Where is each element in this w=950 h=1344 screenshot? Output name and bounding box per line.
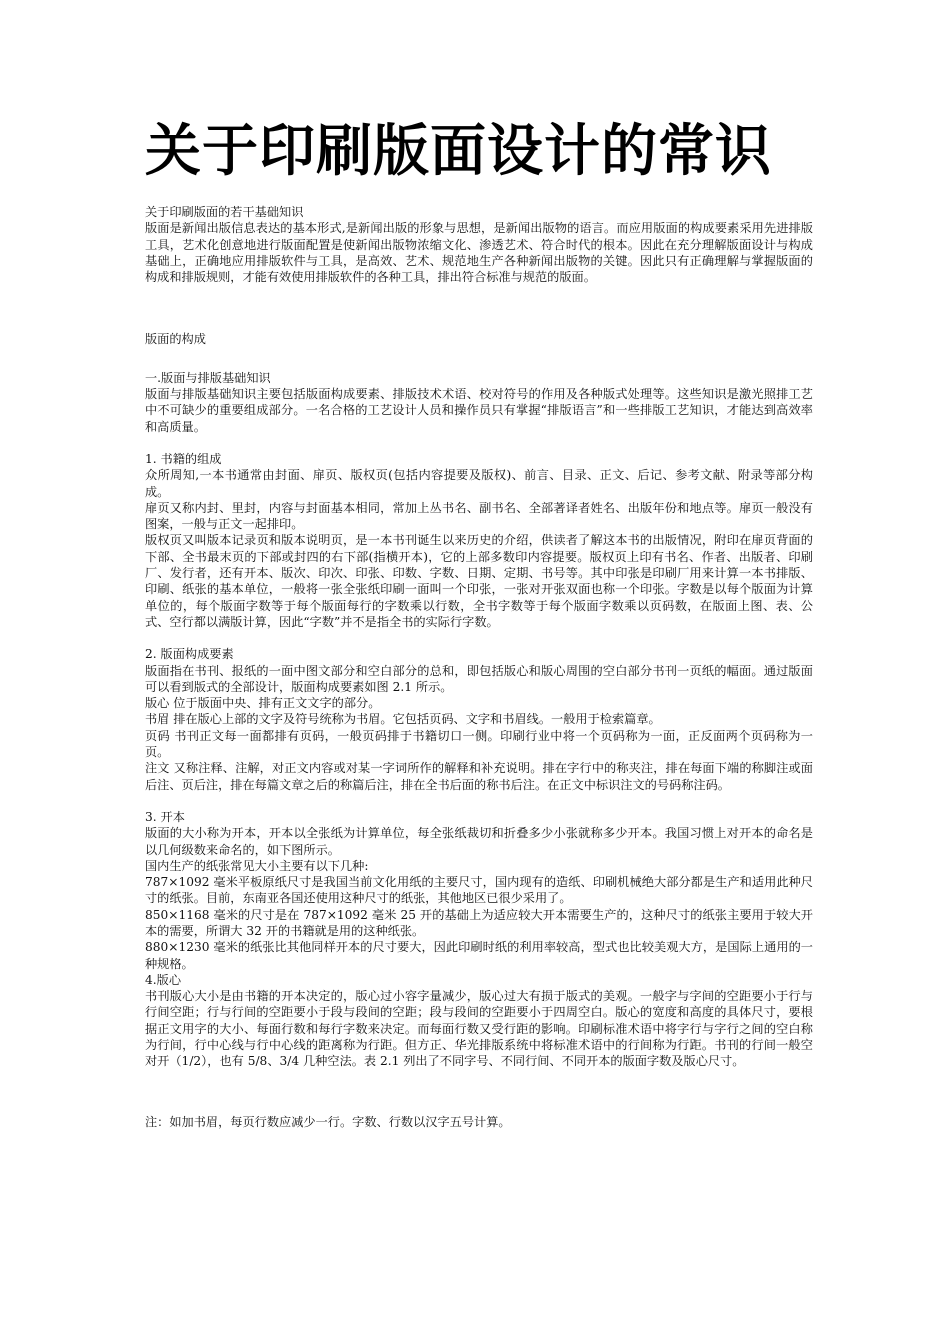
s2-paragraph-1: 版面指在书刊、报纸的一面中图文部分和空白部分的总和，即包括版心和版心周围的空白部分书刊一页纸的幅面。通过版面可以看到版式的全部设计，版面构成要素如图 2.1 所示。 [145, 663, 813, 694]
s1-paragraph-2: 扉页又称内封、里封，内容与封面基本相同，常加上丛书名、副书名、全部著译者姓名、出版年份和地点等。扉页一般没有图案，一般与正文一起排印。 [145, 500, 813, 532]
s3-paragraph-3: 787×1092 毫米平板原纸尺寸是我国当前文化用纸的主要尺寸，国内现有的造纸、印刷机械绝大部分都是生产和适用此种尺寸的纸张。目前，东南亚各国还使用这种尺寸的纸张，其他地区已很少采用了。 [145, 875, 813, 906]
spacer [145, 793, 813, 809]
spacer [145, 285, 813, 331]
section-heading: 版面的构成 [145, 332, 206, 347]
s3-paragraph-2: 国内生产的纸张常见大小主要有以下几种: [145, 858, 369, 873]
spacer [145, 1070, 813, 1114]
s1-heading: 1. 书籍的组成 [145, 451, 222, 466]
s2-paragraph-5: 注文 又称注释、注解，对正文内容或对某一字词所作的解释和补充说明。排在字行中的称夹注，排在每面下端的称脚注或面后注、页后注，排在每篇文章之后的称篇后注，排在全书后面的称书后注。在正文中标识注文的号码称注码。 [145, 761, 813, 792]
s2-paragraph-4: 页码 书刊正文每一面都排有页码，一般页码排于书籍切口一侧。印刷行业中将一个页码称为一面，正反面两个页码称为一页。 [145, 728, 813, 760]
s1-paragraph-1: 众所周知,一本书通常由封面、扉页、版权页(包括内容提要及版权)、前言、目录、正文、后记、参考文献、附录等部分构成。 [145, 468, 813, 499]
s3-paragraph-4: 850×1168 毫米的尺寸是在 787×1092 毫米 25 开的基础上为适应较大开本需要生产的，这种尺寸的纸张主要用于较大开本的需要，所谓大 32 开的书籍就是用的这种纸张。 [145, 907, 813, 938]
part1-heading: 一.版面与排版基础知识 [145, 370, 271, 385]
s2-paragraph-3: 书眉 排在版心上部的文字及符号统称为书眉。它包括页码、文字和书眉线。一般用于检索篇章。 [145, 712, 661, 727]
intro-paragraph: 版面是新闻出版信息表达的基本形式,是新闻出版的形象与思想，是新闻出版物的语言。而应用版面的构成要素采用先进排版工具，艺术化创意地进行版面配置是使新闻出版物浓缩文化、渗透艺术、符合时代的根本。因此在充分理解版面设计与构成基础上，正确地应用排版软件与工具，是高效、艺术、规范地生产各种新闻出版物的关键。因此只有正确理解与掌握版面的构成和排版规则，才能有效使用排版软件的各种工具，排出符合标准与规范的版面。 [145, 221, 813, 285]
spacer [145, 348, 813, 370]
s4-paragraph-1: 书刊版心大小是由书籍的开本决定的，版心过小容字量减少，版心过大有损于版式的美观。一般字与字间的空距要小于行与行间空距；行与行间的空距要小于段与段间的空距；段与段间的空距要小于四周空白。版心的宽度和高度的具体尺寸，要根据正文用字的大小、每面行数和每行字数来决定。而每面行数又受行距的影响。印刷标准术语中将字行与字行之间的空白称为行间，行中心线与行中心线的距离称为行距。但方正、华光排版系统中将标准术语中的行间称为行距。书刊的行间一般空对开（1/2），也有 5/8、3/4 几种空法。表 2.1 列出了不同字号、不同行间、不同开本的版面字数及版心尺寸。 [145, 989, 813, 1069]
part1-paragraph: 版面与排版基础知识主要包括版面构成要素、排版技术术语、校对符号的作用及各种版式处理等。这些知识是激光照排工艺中不可缺少的重要组成部分。一名合格的工艺设计人员和操作员只有掌握“排版语言”和一些排版工艺知识，才能达到高效率和高质量。 [145, 387, 813, 434]
s4-heading: 4.版心 [145, 972, 182, 987]
s3-paragraph-1: 版面的大小称为开本，开本以全张纸为计算单位，每全张纸裁切和折叠多少小张就称多少开本。我国习惯上对开本的命名是以几何级数来命名的，如下图所示。 [145, 826, 813, 857]
footnote: 注：如加书眉，每页行数应减少一行。字数、行数以汉字五号计算。 [145, 1114, 511, 1129]
s1-paragraph-3: 版权页又叫版本记录页和版本说明页，是一本书刊诞生以来历史的介绍，供读者了解这本书的出版情况，附印在扉页背面的下部、全书最末页的下部或封四的右下部(指横开本)，它的上部多数印内容提要。版权页上印有书名、作者、出版者、印刷厂、发行者，还有开本、版次、印次、印张、印数、字数、日期、定期、书号等。其中印张是印刷厂用来计算一本书排版、印刷、纸张的基本单位，一般将一张全张纸印刷一面叫一个印张，一张对开张双面也称一个印张。字数是以每个版面为计算单位的，每个版面字数等于每个版面每行的字数乘以行数，全书字数等于每个版面字数乘以页码数，在版面上图、表、公式、空行都以满版计算，因此“字数”并不是指全书的实际行字数。 [145, 533, 813, 629]
document-title: 关于印刷版面设计的常识 [145, 118, 772, 184]
intro-heading: 关于印刷版面的若干基础知识 [145, 205, 304, 219]
s2-paragraph-2: 版心 位于版面中央、排有正文文字的部分。 [145, 696, 381, 711]
document-body [145, 204, 813, 1130]
s2-heading: 2. 版面构成要素 [145, 647, 234, 662]
s3-heading: 3. 开本 [145, 809, 185, 824]
s3-paragraph-5: 880×1230 毫米的纸张比其他同样开本的尺寸要大，因此印刷时纸的利用率较高，型式也比较美观大方，是国际上通用的一种规格。 [145, 940, 813, 971]
spacer [145, 435, 813, 451]
spacer [145, 630, 813, 646]
